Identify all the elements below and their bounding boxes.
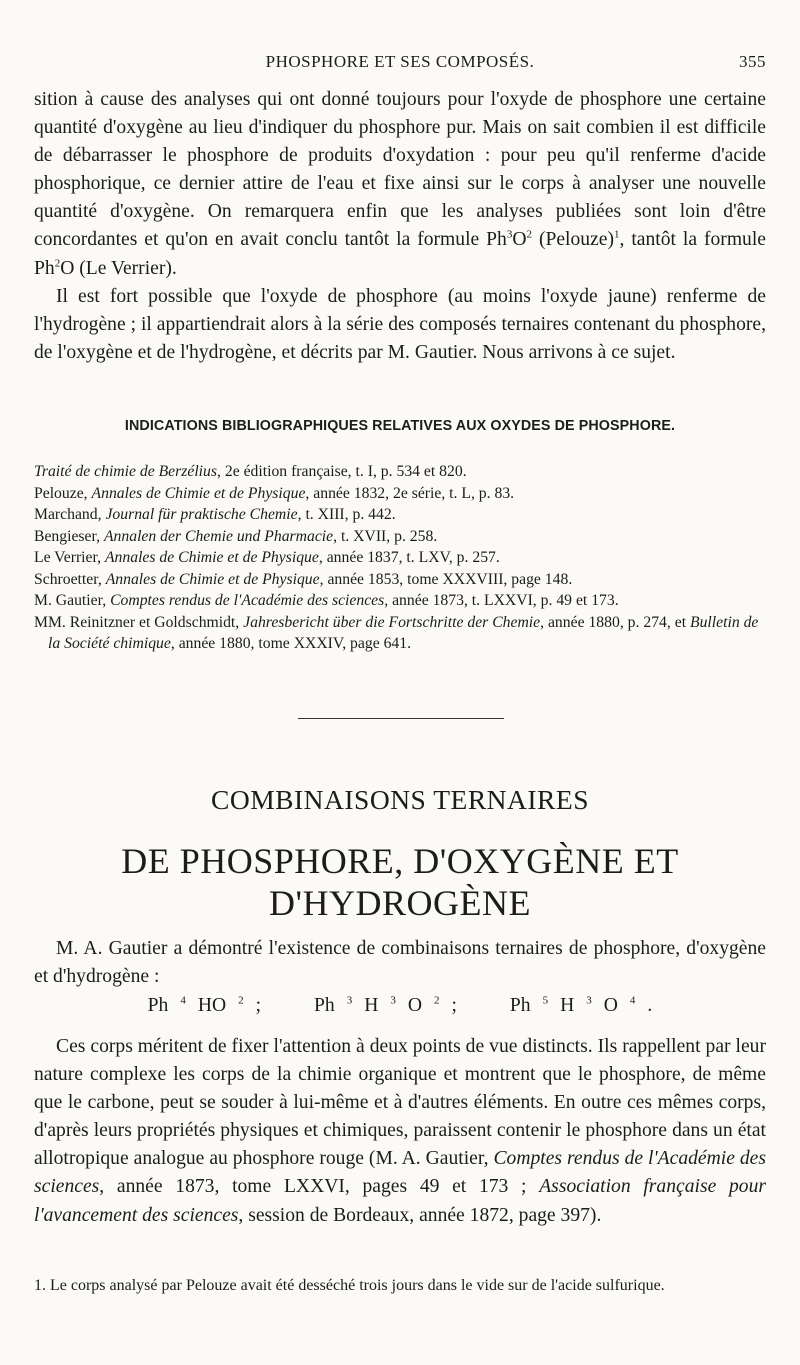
running-header — [34, 52, 766, 78]
formula-line — [0, 995, 800, 1017]
section-divider — [298, 718, 504, 719]
bibliography-item: Schroetter, Annales de Chimie et de Physique, année 1853, tome XXXVIII, page 148. — [34, 570, 573, 588]
section-intro — [34, 935, 766, 991]
bibliography-item: Traité de chimie de Berzélius, 2e édition française, t. I, p. 534 et 820. — [34, 463, 467, 480]
running-title: PHOSPHORE ET SES COMPOSÉS. — [265, 52, 535, 71]
bibliography-list — [34, 461, 766, 655]
footnote-number: 1. — [34, 1277, 46, 1294]
formula: Ph $^4$ HO $^2$ ; — [147, 994, 262, 1016]
bibliography-item: Le Verrier, Annales de Chimie et de Physique, année 1837, t. LXV, p. 257. — [34, 549, 500, 566]
intro-paragraph-1: sition à cause des analyses qui ont donné toujours pour l'oxyde de phosphore une certaine quantité d'oxygène au lieu d'indiquer du phosphore pur. Mais on sait combien il est difficile de débarrasser le phosphore de produits d'oxydation : pour peu qu'il renferme d'acide phosphorique, ce dernier attire de l'eau et fixe ainsi sur le corps à analyser une nouvelle quantité d'oxygène. On remarquera enfin que les analyses publiées sont loin d'être concordantes et qu'on en avait conclu tantôt la formule $Ph^3O^2$ (Pelouze)$^1$, tantôt la formule Ph$^2$O (Le Verrier). — [34, 89, 766, 279]
intro-paragraph-2: Il est fort possible que l'oxyde de phosphore (au moins l'oxyde jaune) renferme de l'hydrogène ; il appartiendrait alors à la série des composés ternaires contenant du phosphore, de l'oxygène et de l'hydrogène, et décrits par M. Gautier. Nous arrivons à ce sujet. — [34, 285, 766, 363]
bibliography-item: Bengieser, Annalen der Chemie und Pharmacie, t. XVII, p. 258. — [34, 527, 438, 545]
intro-text — [34, 86, 766, 367]
bibliography-item: M. Gautier, Comptes rendus de l'Académie des sciences, année 1873, t. LXXVI, p. 49 et 173. — [34, 592, 619, 609]
footnote-text: Le corps analysé par Pelouze avait été desséché trois jours dans le vide sur de l'acide sulfurique. — [46, 1277, 665, 1294]
bibliography-item: MM. Reinitzner et Goldschmidt, Jahresbericht über die Fortschritte der Chemie, année 1880, p. 274, et Bulletin de la Société chimique, année 1880, tome XXXIV, page 641. — [34, 613, 759, 652]
section-body — [34, 1033, 766, 1230]
section-paragraph-2: Ces corps méritent de fixer l'attention à deux points de vue distincts. Ils rappellent par leur nature complexe les corps de la chimie organique et montrent que le phosphore, de même que le carbone, peut se souder à lui-même et à d'autres éléments. En outre ces mêmes corps, d'après leurs propriétés physiques et chimiques, paraissent contenir le phosphore dans un état allotropique analogue au phosphore rouge (M. A. Gautier, Comptes rendus de l'Académie des sciences, année 1873, tome LXXVI, pages 49 et 173 ; Association française pour l'avancement des sciences, session de Bordeaux, année 1872, page 397). — [34, 1036, 767, 1226]
footnote-ref[interactable]: 1 — [614, 228, 620, 241]
page-number: 355 — [739, 52, 766, 71]
section-heading-line-1: COMBINAISONS TERNAIRES — [211, 784, 589, 815]
bibliography-title: INDICATIONS BIBLIOGRAPHIQUES RELATIVES AUX OXYDES DE PHOSPHORE. — [124, 418, 676, 434]
formula: Ph $^3$ H $^3$ O $^2$ ; — [314, 994, 457, 1016]
section-heading-line-2: DE PHOSPHORE, D'OXYGÈNE ET D'HYDROGÈNE — [121, 841, 679, 923]
bibliography-item: Marchand, Journal für praktische Chemie, t. XIII, p. 442. — [34, 506, 396, 523]
section-paragraph-1: M. A. Gautier a démontré l'existence de combinaisons ternaires de phosphore, d'oxygène et d'hydrogène : — [34, 938, 766, 988]
footnote — [34, 1276, 766, 1295]
formula: Ph $^5$ H $^3$ O $^4$ . — [509, 994, 653, 1016]
bibliography-item: Pelouze, Annales de Chimie et de Physique, année 1832, 2e série, t. L, p. 83. — [34, 484, 515, 502]
